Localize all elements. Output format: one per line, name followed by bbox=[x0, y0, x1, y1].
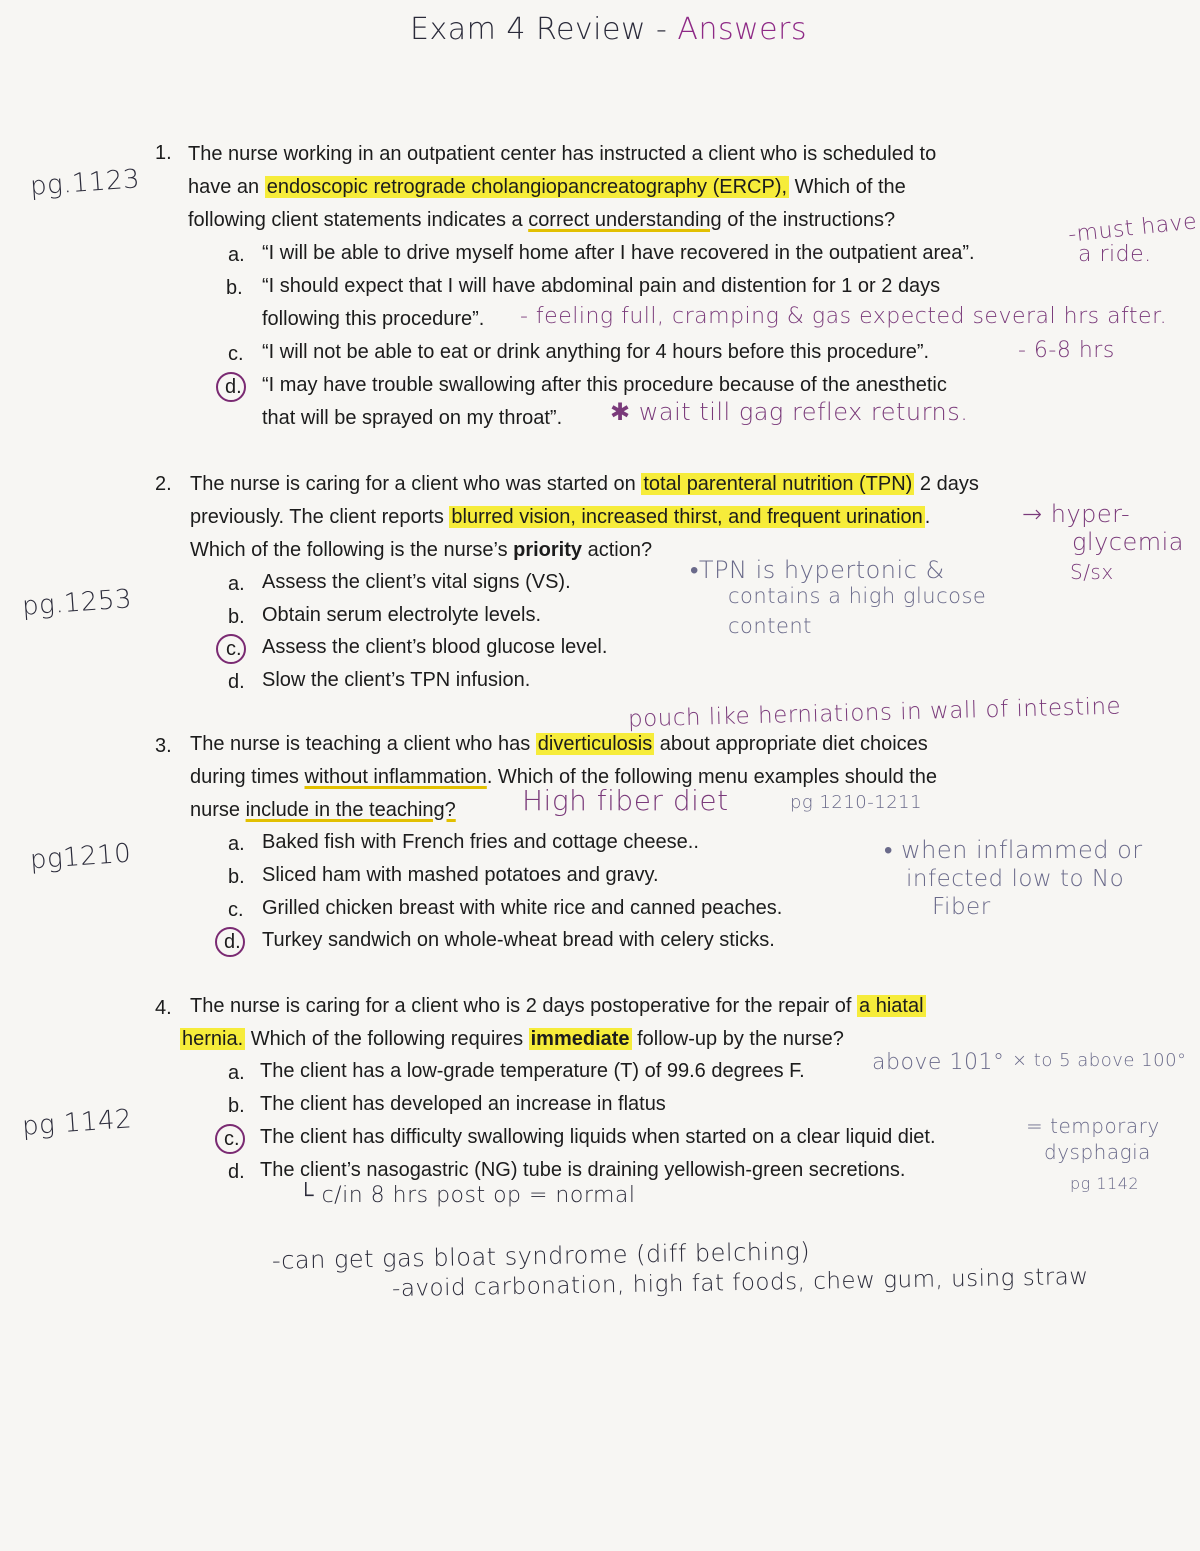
question-number: 2. bbox=[155, 473, 172, 495]
question-stem-line: hernia. Which of the following requires immediate follow-up by the nurse? bbox=[182, 1028, 844, 1050]
option-letter: a. bbox=[228, 833, 245, 855]
highlight: total parenteral nutrition (TPN) bbox=[643, 473, 913, 495]
handwritten-note: └ c/in 8 hrs post op = normal bbox=[298, 1183, 636, 1208]
highlight: endoscopic retrograde cholangiopancreatography (ERCP), bbox=[266, 176, 788, 198]
option-letter: b. bbox=[226, 277, 243, 299]
handwritten-note: pouch like herniations in wall of intestine bbox=[627, 693, 1122, 733]
option-text: The client has developed an increase in flatus bbox=[260, 1093, 666, 1115]
handwritten-note: -avoid carbonation, high fat foods, chew gum, using straw bbox=[391, 1263, 1089, 1303]
handwritten-note: -can get gas bloat syndrome (diff belching) bbox=[271, 1237, 811, 1275]
title-main: Exam 4 Review - bbox=[410, 12, 668, 47]
highlight: a hiatal bbox=[859, 995, 924, 1017]
option-text: Grilled chicken breast with white rice and canned peaches. bbox=[262, 897, 783, 919]
question-stem-line: have an endoscopic retrograde cholangiopancreatography (ERCP), Which of the bbox=[188, 176, 906, 198]
highlight: blurred vision, increased thirst, and frequent urination bbox=[451, 506, 923, 528]
handwritten-note: content bbox=[728, 614, 812, 638]
option-text: Sliced ham with mashed potatoes and gravy. bbox=[262, 864, 659, 886]
underline: without inflammation bbox=[304, 766, 487, 788]
option-text: Assess the client’s vital signs (VS). bbox=[262, 571, 571, 593]
handwritten-note: × to 5 above 100° bbox=[1012, 1050, 1187, 1071]
page-title bbox=[410, 12, 807, 47]
option-letter: b. bbox=[228, 1095, 245, 1117]
handwritten-note: High fiber diet bbox=[522, 784, 729, 817]
handwritten-note: above 101° bbox=[872, 1050, 1005, 1075]
page-ref-q2: pg.1253 bbox=[21, 584, 133, 622]
question-stem-line: The nurse is teaching a client who has diverticulosis about appropriate diet choices bbox=[190, 733, 928, 755]
page-ref-q1: pg.1123 bbox=[29, 164, 141, 202]
question-stem-line: previously. The client reports blurred vision, increased thirst, and frequent urination . bbox=[190, 506, 931, 528]
option-letter: d. bbox=[225, 376, 242, 398]
question-number: 3. bbox=[155, 735, 172, 757]
handwritten-note: - feeling full, cramping & gas expected several hrs after. bbox=[520, 304, 1168, 329]
option-text: “I may have trouble swallowing after this procedure because of the anesthetic bbox=[262, 374, 947, 396]
option-letter: a. bbox=[228, 244, 245, 266]
option-text: Slow the client’s TPN infusion. bbox=[262, 669, 531, 691]
title-answers: Answers bbox=[677, 12, 808, 47]
page-ref-q4: pg 1142 bbox=[21, 1104, 133, 1142]
option-text: The client’s nasogastric (NG) tube is draining yellowish-green secretions. bbox=[260, 1159, 906, 1181]
question-number: 4. bbox=[155, 997, 172, 1019]
option-text: “I will not be able to eat or drink anything for 4 hours before this procedure”. bbox=[262, 341, 930, 363]
question-stem-line: The nurse is caring for a client who was started on total parenteral nutrition (TPN) 2 days bbox=[190, 473, 979, 495]
handwritten-note: pg 1210-1211 bbox=[790, 792, 923, 813]
handwritten-note: dysphagia bbox=[1044, 1140, 1151, 1164]
question-stem-line: Which of the following is the nurse’s priority action? bbox=[190, 539, 653, 561]
option-text: Assess the client’s blood glucose level. bbox=[262, 636, 608, 658]
underline: correct understanding bbox=[528, 209, 722, 231]
handwritten-note: pg 1142 bbox=[1070, 1174, 1140, 1193]
option-text: following this procedure”. bbox=[262, 308, 485, 330]
question-stem-line: The nurse is caring for a client who is 2 days postoperative for the repair of a hiatal bbox=[190, 995, 924, 1017]
option-letter: b. bbox=[228, 606, 245, 628]
option-letter: d. bbox=[224, 931, 241, 953]
highlight: immediate bbox=[530, 1028, 630, 1050]
question-number: 1. bbox=[155, 142, 172, 164]
page-ref-q3: pg1210 bbox=[29, 838, 133, 876]
option-text: that will be sprayed on my throat”. bbox=[262, 407, 563, 429]
option-text: Obtain serum electrolyte levels. bbox=[262, 604, 542, 626]
handwritten-note: = temporary bbox=[1026, 1114, 1160, 1138]
option-text: The client has difficulty swallowing liquids when started on a clear liquid diet. bbox=[260, 1126, 936, 1148]
option-text: “I will be able to drive myself home after I have recovered in the outpatient area”. bbox=[262, 242, 975, 264]
handwritten-note: contains a high glucose bbox=[728, 584, 987, 608]
handwritten-note: •TPN is hypertonic & bbox=[690, 556, 945, 584]
handwritten-note: - 6-8 hrs bbox=[1018, 338, 1115, 363]
option-letter: d. bbox=[228, 671, 245, 693]
question-stem-line: nurse include in the teaching? bbox=[190, 799, 456, 821]
question-stem-line: following client statements indicates a correct understanding of the instructions? bbox=[188, 209, 896, 231]
option-letter: b. bbox=[228, 866, 245, 888]
option-letter: c. bbox=[226, 638, 242, 660]
option-letter: a. bbox=[228, 573, 245, 595]
option-letter: a. bbox=[228, 1062, 245, 1084]
option-letter: d. bbox=[228, 1161, 245, 1183]
option-letter: c. bbox=[228, 343, 244, 365]
option-letter: c. bbox=[228, 899, 244, 921]
handwritten-note: glycemia bbox=[1072, 528, 1184, 556]
option-text: Baked fish with French fries and cottage cheese.. bbox=[262, 831, 699, 853]
handwritten-note: ✱ wait till gag reflex returns. bbox=[610, 398, 969, 426]
handwritten-note: a ride. bbox=[1078, 242, 1152, 267]
handwritten-note: • when inflammed or bbox=[884, 836, 1143, 864]
handwritten-note: infected low to No bbox=[906, 866, 1125, 892]
handwritten-note: Fiber bbox=[932, 894, 991, 920]
highlight: diverticulosis bbox=[537, 733, 653, 755]
option-letter: c. bbox=[224, 1128, 240, 1150]
handwritten-note: -must have bbox=[1067, 209, 1199, 248]
question-stem-line: The nurse working in an outpatient center has instructed a client who is scheduled to bbox=[188, 143, 937, 165]
option-text: The client has a low-grade temperature (T) of 99.6 degrees F. bbox=[260, 1060, 805, 1082]
underline: include in the teaching? bbox=[245, 799, 456, 821]
handwritten-note: S/sx bbox=[1070, 560, 1114, 584]
highlight: hernia. bbox=[182, 1028, 244, 1050]
question-stem-line: during times without inflammation. Which of the following menu examples should the bbox=[190, 766, 938, 788]
handwritten-note: → hyper- bbox=[1022, 500, 1131, 528]
option-text: Turkey sandwich on whole-wheat bread with celery sticks. bbox=[262, 929, 775, 951]
option-text: “I should expect that I will have abdominal pain and distention for 1 or 2 days bbox=[262, 275, 941, 297]
